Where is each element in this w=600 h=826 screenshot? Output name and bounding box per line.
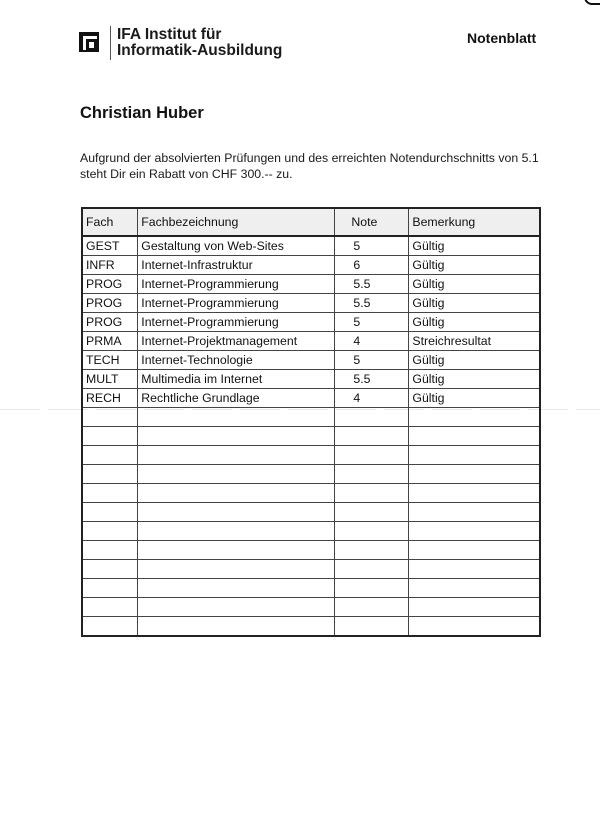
- column-header-fachbezeichnung: Fachbezeichnung: [138, 208, 335, 236]
- cell-fach: PROG: [82, 313, 138, 332]
- table-row: [82, 598, 540, 617]
- cell-fach: [82, 560, 138, 579]
- grades-table-body: [82, 236, 540, 636]
- cell-fachbezeichnung: [138, 408, 335, 427]
- table-row: [82, 389, 540, 408]
- cell-note: [335, 579, 409, 598]
- cell-bemerkung: Gültig: [409, 370, 540, 389]
- cell-note: 5.5: [335, 275, 409, 294]
- cell-fachbezeichnung: [138, 465, 335, 484]
- cell-fachbezeichnung: [138, 560, 335, 579]
- cell-note: 5: [335, 351, 409, 370]
- cell-bemerkung: Gültig: [409, 313, 540, 332]
- cell-fach: [82, 579, 138, 598]
- cell-bemerkung: Gültig: [409, 275, 540, 294]
- table-row: [82, 427, 540, 446]
- cell-fach: [82, 408, 138, 427]
- cell-fachbezeichnung: Gestaltung von Web-Sites: [138, 236, 335, 256]
- cell-fach: [82, 541, 138, 560]
- cell-fach: [82, 522, 138, 541]
- cell-note: [335, 427, 409, 446]
- table-row: [82, 465, 540, 484]
- table-row: [82, 617, 540, 637]
- cell-fach: [82, 446, 138, 465]
- intro-line-2: steht Dir ein Rabatt von CHF 300.-- zu.: [80, 167, 293, 181]
- organization-name: [117, 27, 282, 59]
- scan-corner-mark: [584, 0, 600, 5]
- table-row: [82, 332, 540, 351]
- cell-fach: PROG: [82, 294, 138, 313]
- cell-note: 5.5: [335, 294, 409, 313]
- table-row: [82, 446, 540, 465]
- cell-fachbezeichnung: Internet-Programmierung: [138, 294, 335, 313]
- cell-note: 5: [335, 313, 409, 332]
- organization-name-line2: Informatik-Ausbildung: [117, 42, 283, 59]
- table-header-row: [82, 208, 540, 236]
- cell-fach: INFR: [82, 256, 138, 275]
- table-row: [82, 560, 540, 579]
- organization-name-line1: IFA Institut für: [117, 26, 222, 43]
- student-name: Christian Huber: [80, 104, 204, 122]
- cell-note: [335, 560, 409, 579]
- table-row: [82, 370, 540, 389]
- intro-line-1: Aufgrund der absolvierten Prüfungen und des erreichten Notendurchschnitts von 5.1: [80, 151, 539, 165]
- cell-fachbezeichnung: [138, 522, 335, 541]
- cell-fachbezeichnung: [138, 617, 335, 637]
- cell-fach: PRMA: [82, 332, 138, 351]
- ifa-logo-icon: [79, 32, 99, 52]
- table-row: [82, 541, 540, 560]
- cell-fachbezeichnung: [138, 446, 335, 465]
- table-row: [82, 294, 540, 313]
- column-header-bemerkung: Bemerkung: [409, 208, 540, 236]
- cell-bemerkung: Gültig: [409, 389, 540, 408]
- cell-fachbezeichnung: [138, 541, 335, 560]
- column-header-note: Note: [335, 208, 409, 236]
- column-header-fach: Fach: [82, 208, 138, 236]
- table-row: [82, 484, 540, 503]
- cell-note: [335, 446, 409, 465]
- table-row: [82, 503, 540, 522]
- cell-note: [335, 484, 409, 503]
- table-row: [82, 275, 540, 294]
- cell-fachbezeichnung: Multimedia im Internet: [138, 370, 335, 389]
- table-row: [82, 236, 540, 256]
- cell-fach: [82, 465, 138, 484]
- cell-note: [335, 408, 409, 427]
- cell-fach: RECH: [82, 389, 138, 408]
- cell-note: [335, 541, 409, 560]
- cell-note: 5: [335, 236, 409, 256]
- cell-fachbezeichnung: [138, 598, 335, 617]
- cell-note: 4: [335, 332, 409, 351]
- cell-note: [335, 503, 409, 522]
- cell-fachbezeichnung: Internet-Programmierung: [138, 313, 335, 332]
- cell-fachbezeichnung: [138, 579, 335, 598]
- cell-fachbezeichnung: Internet-Technologie: [138, 351, 335, 370]
- cell-bemerkung: [409, 503, 540, 522]
- cell-fach: PROG: [82, 275, 138, 294]
- cell-bemerkung: Gültig: [409, 256, 540, 275]
- cell-bemerkung: [409, 465, 540, 484]
- intro-paragraph: [80, 150, 560, 182]
- cell-bemerkung: [409, 446, 540, 465]
- logo-divider: [110, 26, 111, 60]
- cell-bemerkung: [409, 484, 540, 503]
- table-row: [82, 313, 540, 332]
- cell-bemerkung: [409, 560, 540, 579]
- cell-fachbezeichnung: [138, 503, 335, 522]
- document-title: Notenblatt: [467, 30, 537, 46]
- cell-fachbezeichnung: [138, 484, 335, 503]
- cell-fach: [82, 427, 138, 446]
- cell-note: [335, 465, 409, 484]
- cell-bemerkung: Streichresultat: [409, 332, 540, 351]
- grades-table: [81, 207, 541, 637]
- cell-fachbezeichnung: Internet-Projektmanagement: [138, 332, 335, 351]
- cell-note: [335, 522, 409, 541]
- cell-fach: [82, 617, 138, 637]
- cell-fachbezeichnung: Internet-Infrastruktur: [138, 256, 335, 275]
- table-row: [82, 522, 540, 541]
- cell-bemerkung: [409, 579, 540, 598]
- cell-fach: TECH: [82, 351, 138, 370]
- cell-bemerkung: [409, 427, 540, 446]
- cell-note: 6: [335, 256, 409, 275]
- table-row: [82, 579, 540, 598]
- cell-note: [335, 617, 409, 637]
- cell-bemerkung: [409, 522, 540, 541]
- cell-note: [335, 598, 409, 617]
- cell-fach: [82, 484, 138, 503]
- cell-bemerkung: [409, 617, 540, 637]
- cell-fach: [82, 503, 138, 522]
- table-row: [82, 351, 540, 370]
- table-row: [82, 256, 540, 275]
- cell-bemerkung: [409, 598, 540, 617]
- cell-fach: [82, 598, 138, 617]
- cell-bemerkung: Gültig: [409, 351, 540, 370]
- cell-note: 4: [335, 389, 409, 408]
- cell-bemerkung: [409, 541, 540, 560]
- cell-fachbezeichnung: Rechtliche Grundlage: [138, 389, 335, 408]
- cell-bemerkung: [409, 408, 540, 427]
- cell-fachbezeichnung: [138, 427, 335, 446]
- cell-fach: GEST: [82, 236, 138, 256]
- cell-fach: MULT: [82, 370, 138, 389]
- table-row: [82, 408, 540, 427]
- cell-note: 5.5: [335, 370, 409, 389]
- cell-bemerkung: Gültig: [409, 236, 540, 256]
- cell-bemerkung: Gültig: [409, 294, 540, 313]
- cell-fachbezeichnung: Internet-Programmierung: [138, 275, 335, 294]
